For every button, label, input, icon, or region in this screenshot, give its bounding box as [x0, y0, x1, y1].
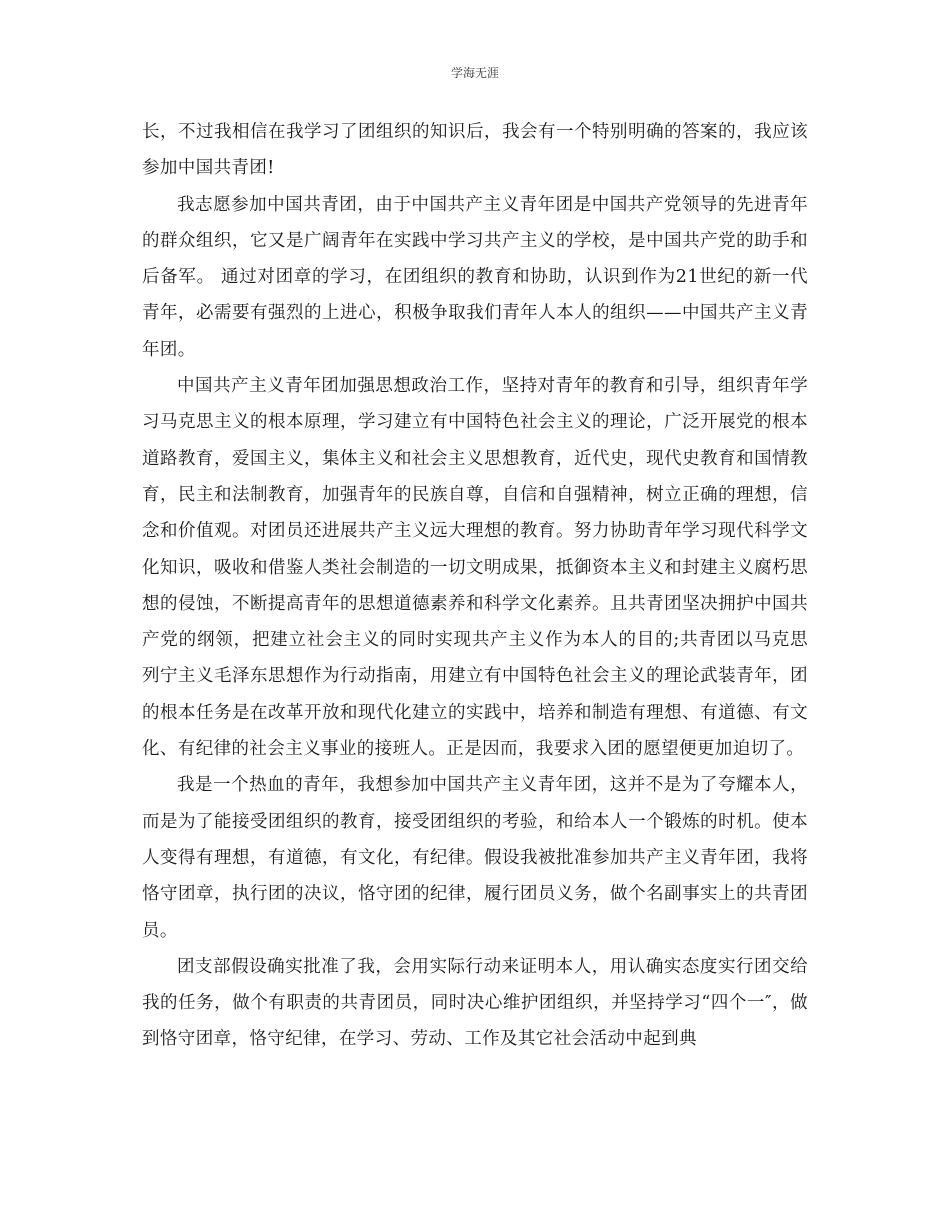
document-body [142, 114, 808, 1058]
paragraph-2: 我志愿参加中国共青团，由于中国共产主义青年团是中国共产党领导的先进青年的群众组织，它又是广阔青年在实践中学习共产主义的学校，是中国共产党的助手和后备军。 通过对团章的学习，在团组织的教育和协助，认识到作为21世纪的新一代青年，必需要有强烈的上进心，积极争取我们青年人本人的组织——中国共产主义青年团。 [142, 194, 808, 360]
paragraph-3: 中国共产主义青年团加强思想政治工作，坚持对青年的教育和引导，组织青年学习马克思主义的根本原理，学习建立有中国特色社会主义的理论，广泛开展党的根本道路教育，爱国主义，集体主义和社会主义思想教育，近代史，现代史教育和国情教育，民主和法制教育，加强青年的民族自尊，自信和自强精神，树立正确的理想，信念和价值观。对团员还进展共产主义远大理想的教育。努力协助青年学习现代科学文化知识，吸收和借鉴人类社会制造的一切文明成果，抵御资本主义和封建主义腐朽思想的侵蚀，不断提高青年的思想道德素养和科学文化素养。且共青团坚决拥护中国共产党的纲领，把建立社会主义的同时实现共产主义作为本人的目的;共青团以马克思列宁主义毛泽东思想作为行动指南，用建立有中国特色社会主义的理论武装青年，团的根本任务是在改革开放和现代化建立的实践中，培养和制造有理想、有道德、有文化、有纪律的社会主义事业的接班人。正是因而，我要求入团的愿望便更加迫切了。 [142, 376, 808, 760]
paragraph-5: 团支部假设确实批准了我，会用实际行动来证明本人，用认确实态度实行团交给我的任务，做个有职责的共青团员，同时决心维护团组织，并坚持学习“四个一″，做到恪守团章，恪守纪律，在学习、劳动、工作及其它社会活动中起到典 [142, 956, 808, 1050]
page-header: 学海无涯 [450, 66, 499, 80]
paragraph-1: 长，不过我相信在我学习了团组织的知识后，我会有一个特别明确的答案的，我应该参加中国共青团! [142, 122, 808, 179]
paragraph-4: 我是一个热血的青年，我想参加中国共产主义青年团，这并不是为了夸耀本人，而是为了能接受团组织的教育，接受团组织的考验，和给本人一个锻炼的时机。使本人变得有理想，有道德，有文化，有纪律。假设我被批准参加共产主义青年团，我将恪守团章，执行团的决议，恪守团的纪律，履行团员义务，做个名副事实上的共青团员。 [142, 775, 808, 941]
